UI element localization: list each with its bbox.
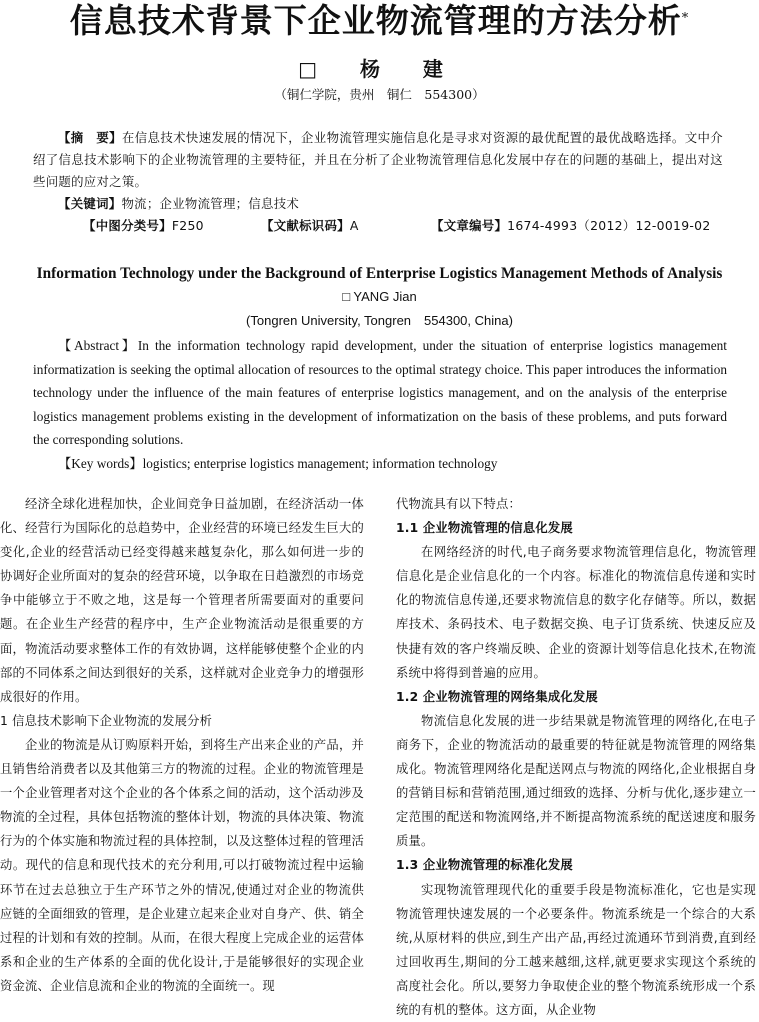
article-number-value: 1674-4993（2012）12-0019-02 <box>507 218 710 233</box>
body-left-column <box>0 492 364 998</box>
chinese-abstract <box>33 127 723 193</box>
english-abstract-block <box>33 334 727 475</box>
english-keywords-label: 【Key words】 <box>58 456 143 471</box>
english-title: Information Technology under the Background of Enterprise Logistics Management Methods of Analysis <box>0 264 759 284</box>
section-1-2-paragraph: 物流信息化发展的进一步结果就是物流管理的网络化,在电子商务下，企业的物流活动的最重要的特征就是物流管理的网络集成化。物流管理网络化是配送网点与物流的网络化,企业根据自身的营销目标和营销范围,通过细致的选择、分析与优化,逐步建立一定范围的配送和物流网络,并不断提高物流系统的配送速度和服务质量。 <box>396 709 756 854</box>
keywords-label: 【关键词】 <box>58 196 121 211</box>
clc-item <box>58 215 236 237</box>
keywords-text: 物流；企业物流管理；信息技术 <box>121 196 299 211</box>
chinese-keywords <box>33 193 723 215</box>
english-author: □ YANG Jian <box>0 288 759 306</box>
section-1-2-heading: 1.2 企业物流管理的网络集成化发展 <box>396 685 756 709</box>
english-keywords <box>33 452 727 476</box>
section-1-3-heading: 1.3 企业物流管理的标准化发展 <box>396 853 756 877</box>
section-1-1-heading: 1.1 企业物流管理的信息化发展 <box>396 516 756 540</box>
abstract-label: 【摘 要】 <box>58 130 122 145</box>
clc-value: F250 <box>172 218 204 233</box>
english-keywords-text: logistics; enterprise logistics management; information technology <box>143 456 498 471</box>
article-number-label: 【文章编号】 <box>431 218 507 233</box>
section-1-1-paragraph: 在网络经济的时代,电子商务要求物流管理信息化，物流管理信息化是企业信息化的一个内容。标准化的物流信息传递和实时化的物流信息传递,还要求物流信息的数字化存储等。所以，数据库技术、条码技术、电子数据交换、电子订货系统、快速反应及快捷有效的客户终端反映、企业的资源计划等信息化技术,在物流系统中将得到普遍的应用。 <box>396 540 756 685</box>
english-affiliation: (Tongren University, Tongren 554300, China) <box>0 312 759 330</box>
paper-title <box>20 2 739 40</box>
doc-code-value: A <box>350 218 359 233</box>
body-right-column <box>396 492 756 1022</box>
title-text: 信息技术背景下企业物流管理的方法分析 <box>70 1 682 40</box>
english-abstract-label: 【Abstract】 <box>58 338 138 353</box>
continued-paragraph: 代物流具有以下特点： <box>396 492 756 516</box>
affiliation: （铜仁学院，贵州 铜仁 554300） <box>0 86 759 104</box>
author: □ 杨 建 <box>0 56 759 82</box>
title-footnote-mark: * <box>682 11 690 26</box>
chinese-abstract-block <box>33 127 723 237</box>
classification-line <box>33 215 723 237</box>
section-1-heading: 1 信息技术影响下企业物流的发展分析 <box>0 709 364 733</box>
section-1-paragraph: 企业的物流是从订购原料开始，到将生产出来企业的产品，并且销售给消费者以及其他第三方的物流的过程。企业的物流管理是一个企业管理者对这个企业的各个体系之间的活动，这个活动涉及物流的全过程，具体包括物流的整体计划，物流的具体决策、物流行为的个体实施和物流过程的具体控制，以及这整体过程的管理活动。现代的信息和现代技术的充分利用,可以打破物流过程中运输环节在过去总独立于生产环节之外的情况,使通过对企业的物流供应链的全面细致的管理，是企业建立起来企业对自身产、供、销全过程的计划和有效的控制。从而，在很大程度上完成企业的运营体系和企业的生产体系的全面的优化设计,于是能够很好的实现企业资金流、企业信息流和企业的物流的全面统一。现 <box>0 733 364 998</box>
section-1-3-paragraph: 实现物流管理现代化的重要手段是物流标准化，它也是实现物流管理快速发展的一个必要条件。物流系统是一个综合的大系统,从原材料的供应,到生产出产品,再经过流通环节到消费,直到经过回收再生,期间的分工越来越细,这样,就更要求实现这个系统的高度社会化。所以,要努力争取使企业的整个物流系统形成一个系统的有机的整体。这方面，从企业物 <box>396 878 756 1022</box>
english-abstract <box>33 334 727 452</box>
clc-label: 【中图分类号】 <box>83 218 172 233</box>
abstract-text: 在信息技术快速发展的情况下，企业物流管理实施信息化是寻求对资源的最优配置的最优战略选择。文中介绍了信息技术影响下的企业物流管理的主要特征，并且在分析了企业物流管理信息化发展中存在的问题的基础上，提出对这些问题的应对之策。 <box>33 130 723 189</box>
intro-paragraph: 经济全球化进程加快，企业间竞争日益加剧，在经济活动一体化、经营行为国际化的总趋势中，企业经营的环境已经发生巨大的变化,企业的经营活动已经变得越来越复杂化，那么如何进一步的协调好企业所面对的复杂的经营环境，以争取在日趋激烈的市场竞争中能够立于不败之地，这是每一个管理者所需要面对的重要问题。在企业生产经营的程序中，生产企业物流活动是很重要的方面，物流活动要求整体工作的有效协调，这样能够使整个企业的内部的不同体系之间达到很好的关系，这样就对企业竞争力的增强形成很好的作用。 <box>0 492 364 709</box>
article-number-item <box>406 215 711 237</box>
doc-code-item <box>236 215 406 237</box>
doc-code-label: 【文献标识码】 <box>261 218 350 233</box>
english-abstract-text: In the information technology rapid development, under the situation of enterprise logistics management informatization is seeking the optimal allocation of resources to the optimal strategy choice. This paper introduces the information technology under the influence of the main features of enterprise logistics management, and on the analysis of the enterprise logistics management problems existing in the development of informatization on the basis of these problems, and puts forward the corresponding solutions. <box>33 338 727 447</box>
